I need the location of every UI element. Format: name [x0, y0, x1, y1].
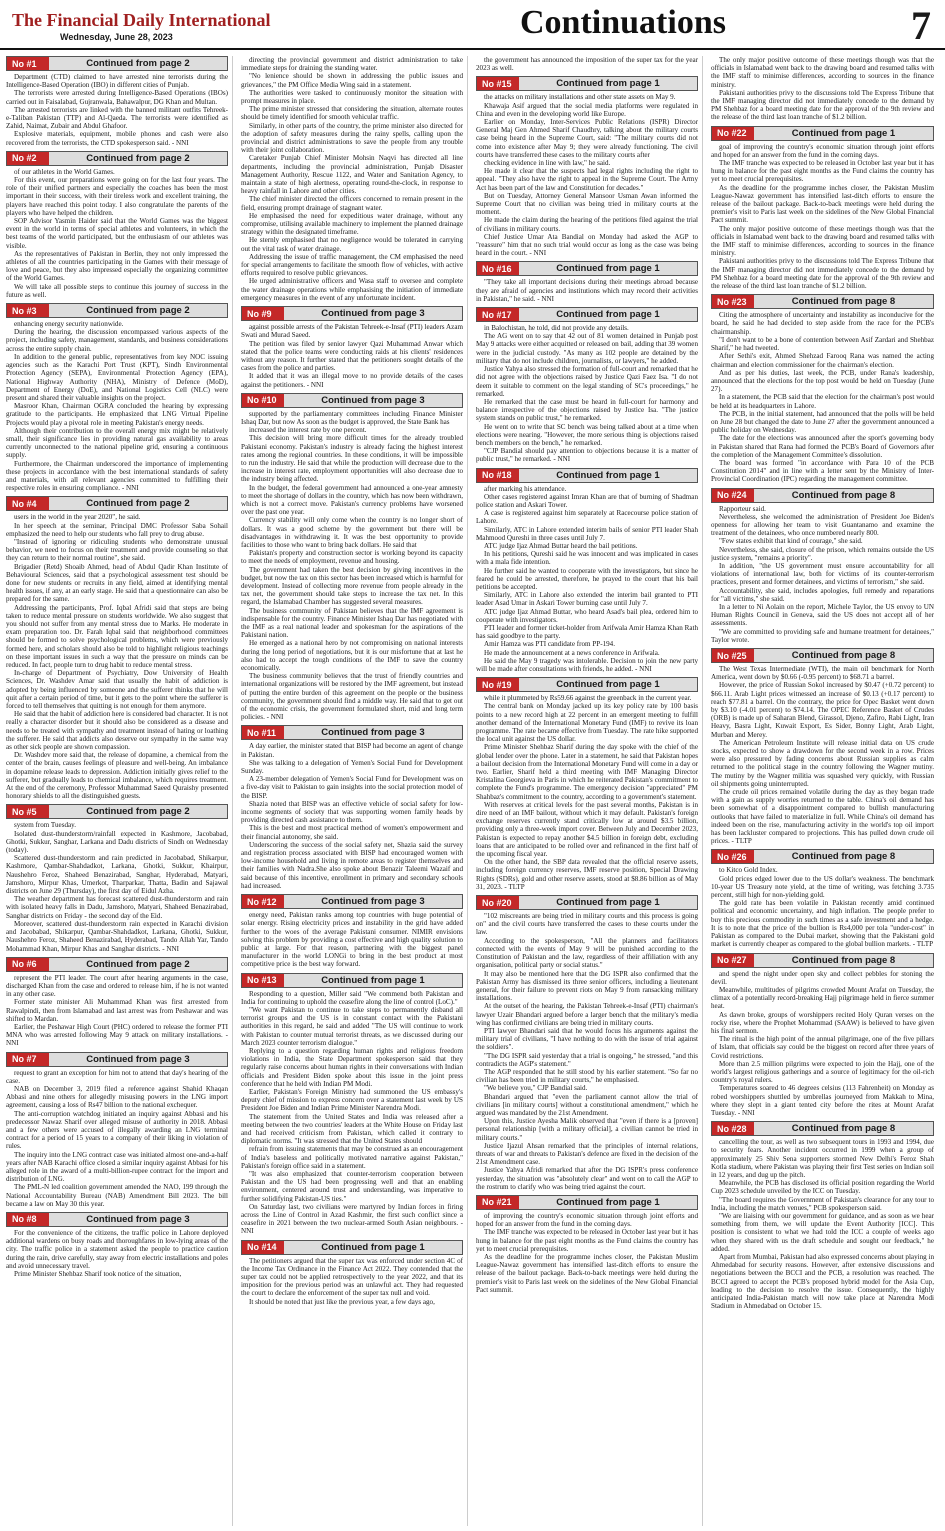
- paper-name: The Financial Daily International: [12, 10, 271, 30]
- story-paragraph: It added that it was an illegal move to no provide details of the cases against the petitioners. - NNI: [241, 372, 463, 389]
- story-paragraph: After Sethi's exit, Ahmed Shehzad Farooq Rana was named the acting chairman and election commissioner for the chairman's election.: [711, 352, 934, 369]
- story-paragraph: Justice Ijazul Ahsan remarked that the principles of internal relations, threats of war and threats to Pakistan's defence are fixed in the decision of the 21st Amendment case.: [476, 1141, 698, 1167]
- story-paragraph: The prime minister stressed that considering the situation, alternate routes should be timely identified for smooth vehicular traffic.: [241, 105, 463, 122]
- page-number: 7: [911, 3, 931, 48]
- story-header: [711, 126, 934, 141]
- story-paragraph: Isolated dust-thunderstorm/rainfall expected in Kashmore, Jacobabad, Ghotki, Sukkur, Sanghar, Larkana and Dadu districts of Sindh on Wednesday (today).: [6, 829, 228, 855]
- story-header: [241, 725, 463, 740]
- story-paragraph: "We believe you," CJP Bandial said.: [484, 1084, 588, 1093]
- story-number: No #23: [712, 295, 754, 308]
- continued-from-label: Continued from page 1: [556, 263, 660, 275]
- story-paragraph: Currency stability will only come when the country is no longer short of dollars. It was a good scheme by the government but there will be disadvantages in withdrawing it. It was the best opportunity to provide facilities to those who want to bring back dollars. He said that: [241, 516, 463, 549]
- story-paragraph: "The DG ISPR said yesterday that a trial is ongoing," he stressed, "and this contradicts the AGP's statement.": [476, 1051, 698, 1068]
- story-paragraph: increased the interest rate by one percent.: [249, 426, 367, 435]
- column-2: [241, 56, 468, 1526]
- story-paragraph: "No lenience should be shown in addressing the public issues and grievances," the PM Office Media Wing said in a statement.: [241, 72, 463, 89]
- story-paragraph: During the hearing, the discussion encompassed various aspects of the project, including safety, management, standards, and business considerations across the entire supply chain.: [6, 328, 228, 353]
- story-header: [711, 953, 934, 968]
- masthead: [0, 0, 945, 50]
- story-paragraph: Nevertheless, she welcomed the administration of President Joe Biden's openness for allowing her team to visit Guantanamo and examine the treatment of the detainees, who once numbered nearly 800.: [711, 512, 934, 538]
- continued-from-label: Continued from page 2: [86, 152, 190, 164]
- story-paragraph: Furthermore, the Chairman underscored the importance of implementing these projects in accordance with the best international standards of safety and materials, with all relevant agencies committed to fulfilling their respective roles in ensuring compliance. - NNI: [6, 459, 228, 493]
- story-number: No #17: [477, 308, 519, 321]
- story-paragraph: request to grant an exception for him not to attend that day's hearing of the case.: [6, 1068, 228, 1085]
- story-paragraph: "102 miscreants are being tried in military courts and this process is going on" and the civil courts have transferred the cases to these courts under the law.: [476, 912, 698, 937]
- story: [6, 957, 228, 1048]
- continued-from-label: Continued from page 8: [791, 954, 896, 966]
- story: [241, 1240, 463, 1306]
- story-paragraph: represent the PTI leader. The court after hearing arguments in the case, discharged Khan from the case and ordered to release him, if he is not wanted in any other case.: [6, 973, 228, 999]
- story-paragraph: Dr. Washdev more said that, the release of dopamine, a chemical from the center of the brain, causes feelings of pleasure and well-being. An imbalance in dopamine release leads to depression. Addiction initially gives relief to the sufferer, but gradually leads to chemical imbalance, which requires treatment. At the end of the ceremony, Professor Muhammad Saeed Quraishy presented honorary shields to all the distinguished guests.: [6, 751, 228, 801]
- story-number: No #9: [242, 307, 284, 320]
- story-paragraph: The arrested terrorists are linked with the banned militant outfits Tehreek-e-Taliban Pakistan (TTP) and Al-Qaeda. The terrorists were identified as Zahid, Naimat, Zubair and Abdul Ghafoor.: [6, 105, 228, 131]
- story-paragraph: Earlier, Pakistan's Foreign Ministry had summoned the US embassy's deputy chief of mission to express concern over a statement last week by US President Joe Biden and Indian Prime Minister Narendra Modi.: [241, 1087, 463, 1113]
- story-paragraph: enhancing energy security nationwide.: [14, 320, 124, 329]
- story-paragraph: Accountability, she said, includes apologies, full remedy and reparations for "all victims," she said.: [711, 586, 934, 603]
- story-number: No #16: [477, 262, 519, 275]
- story-paragraph: Replying to a question regarding human rights and religious freedom violations in India, the State Department spokesperson said that they regularly raise concerns about human rights in their conversations with Indian officials and President Biden spoke about this issue in the joint press conference that he held with Indian PM Modi.: [241, 1046, 463, 1088]
- columns: [6, 56, 939, 1526]
- story: [476, 468, 698, 674]
- story-paragraph: In the budget, the federal government had announced a one-year amnesty to meet the shortage of dollars in the country, which has now been withdrawn, which is not a correct move. Pakistan's currency problems have worsened over the past one year.: [241, 483, 463, 517]
- story-header: [241, 393, 463, 408]
- story-paragraph: He made the announcement at a news conference in Arifwala.: [484, 648, 660, 657]
- story-number: No #13: [242, 974, 284, 987]
- story-paragraph: As the deadline for the programme inches closer, the Pakistan Muslim League-Nawaz government has intensified last-ditch efforts to ensure the release of the bailout package. Back-to-back meetings were held during the premier's visit to Paris last week on the sidelines of the New Global Financial Pact summit.: [711, 183, 934, 225]
- continued-from-label: Continued from page 1: [321, 974, 425, 986]
- story-paragraph: Underscoring the success of the social safety net, Shazia said the survey and registration process associated with BISP had encouraged women with low-income household and living in remote areas to register themselves and their families with Nadra.She also spoke about Benazir Taleemi Wazaif and said because of this incentive, enrollment in primary and secondary schools had increased.: [241, 840, 463, 890]
- continued-from-label: Continued from page 1: [556, 309, 660, 321]
- continued-from-label: Continued from page 8: [791, 1123, 896, 1135]
- story-paragraph: This is the best and most practical method of women's empowerment and their financial autonomy, she said.: [241, 824, 463, 841]
- story-paragraph: "We want Pakistan to continue to take steps to permanently disband all terrorist groups and the US is in constant contact with the Pakistani authorities in this regard, he said and added "The US will continue to work with Pakistan to counter mutual terrorist threats, as we discussed during our March 2023 counter terrorism dialogue.": [241, 1005, 463, 1047]
- story: [476, 76, 698, 257]
- story-header: [241, 894, 463, 909]
- story-paragraph: "I don't want to be a bone of contention between Asif Zardari and Shehbaz Sharif," he had tweeted.: [711, 335, 934, 353]
- story-paragraph: "Few states exhibit that kind of courage," she said.: [719, 537, 863, 546]
- story-header: [476, 307, 698, 322]
- story-paragraph: energy need, Pakistan ranks among top countries with huge potential of solar energy. Rising electricity prices and instability in the grid have added further to the woes of the average Pakistani consumer. NIMIR envisions solving this problem by providing a cost effective and high quality solution to public at large. For that reason, partnering with the biggest panel manufacturer in the world LONGi to bring in the best product at most competitive price is the best way forward.: [241, 911, 463, 969]
- story-paragraph: Citing the atmosphere of uncertainty and instability as inconducive for the board, he said he had decided to step aside from the race for the PCB's chairmanship.: [711, 311, 934, 336]
- continued-from-label: Continued from page 2: [86, 58, 190, 69]
- story-paragraph: The authorities were tasked to continuously monitor the situation with prompt measures in place.: [241, 88, 463, 106]
- story-number: No #8: [7, 1213, 49, 1226]
- story-paragraph: She was talking to a delegation of Yemen's Social Fund for Development Sunday.: [241, 758, 463, 776]
- story-paragraph: Prime Minister Shehbaz Sharif during the day spoke with the chief of the global lender over the phone. Later in a statement, he said that Pakistan hopes a bailout decision from the International Monetary Fund will come in a day or two. Earlier, Sharif held a third meeting with IMF Managing Director Kristalina Georgieva in Paris in which he reiterated Pakistan's commitment to complete the Fund's programme. The emergency decision "appreciated" PM Shahbaz's commitment to the country, according to a government's statement.: [476, 743, 698, 801]
- story-paragraph: In addition to the general public, representatives from key NOC issuing agencies such as the Karachi Port Trust (KPT), Sindh Environmental Protection Agency (SEPA), Environmental Protection Agency (EPA), National Highway Authority (NHA), Ministry of Defence (MoD), Department of Energy (DoE), and National Logistics Cell (NLC) were present and shared their valuable insights on the project.: [6, 352, 228, 402]
- story: [6, 56, 228, 147]
- story: [476, 1195, 698, 1294]
- story-paragraph: The only major positive outcome of these meetings though was that the officials in Islamabad went back to the drawing board and resumed talks with the IMF staff to minimise differences, according to sources in the finance ministry.: [711, 56, 934, 89]
- story: [711, 56, 934, 122]
- story-paragraph: The IMF tranche was expected to be released in October last year but it has hung in balance for the past eight months as the Fund claims the country has yet to meet crucial prerequisites.: [476, 1228, 698, 1253]
- story: [476, 307, 698, 463]
- story-header: [6, 957, 228, 972]
- story: [241, 725, 463, 890]
- story-paragraph: "It was also emphasized that counter-terrorism cooperation between Pakistan and the US had been progressing well and that an enabling environment, centered around trust and understanding, was imperative to further solidifying Pakistan-US ties.": [241, 1169, 463, 1203]
- story-header: [6, 804, 228, 819]
- story-paragraph: The PCB, in the initial statement, had announced that the polls will be held on June 28 but changed the date to June 27 after the government announced a public holiday on Wednesday.: [711, 409, 934, 435]
- story: [6, 1052, 228, 1208]
- story: [476, 261, 698, 303]
- story-paragraph: Gold prices edged lower due to the US dollar's weakness. The benchmark 10-year US Treasury note yield, at the time of writing, was fetching 3.735 percent, still high for non-yielding gold.: [711, 874, 934, 900]
- story: [476, 56, 698, 72]
- story-paragraph: The statement from the United States and India was released after a meeting between the two countries' leaders at the White House on Friday last and had received criticism from Pakistan, which called it contrary to diplomatic norms. "It was stressed that the United States should: [241, 1112, 463, 1146]
- story-paragraph: Department (CTD) claimed to have arrested nine terrorists during the Intelligence-Based Operation (IBO) in different cities of Punjab.: [6, 73, 228, 90]
- story-paragraph: In a letter to Ni Aolain on the report, Michele Taylor, the US envoy to UN Human Rights Council in Geneva, said the US does not accept all of her assessments.: [711, 602, 934, 628]
- story-paragraph: The AGP responded that he still stood by his earlier statement. "So far no civilian has been tried in military courts," he emphasised.: [476, 1067, 698, 1085]
- story-header: [476, 468, 698, 483]
- story-paragraph: SOP Advisor Yasmin Haider said that the World Games was the biggest event in the world in terms of special athletes and volunteers, in which the best teams of the world participated, but the enthusiasm of our athletes was visible.: [6, 217, 228, 250]
- story-header: [476, 76, 698, 91]
- story-paragraph: Chief Justice Umar Ata Bandial on Monday had asked the AGP to "reassure" him that no such trial would occur as long as the case was being heard in the court. - NNI: [476, 232, 698, 258]
- story: [6, 303, 228, 492]
- story-paragraph: This decision will bring more difficult times for the already troubled Pakistani economy. Pakistan's industry is already facing the highest interest rates among the regional countries. In these conditions, it will be impossible to run the industry. He said that while the production will decrease due to the increase in interest rate, employment opportunities will also decrease due to the industry being affected.: [241, 434, 463, 484]
- continued-from-label: Continued from page 2: [86, 958, 190, 970]
- story-paragraph: But on Tuesday, Attorney General Mansoor Usman Awan informed the Supreme Court that no civilian was being tried in military courts at the moment.: [476, 191, 698, 217]
- paper-date: Wednesday, June 28, 2023: [60, 32, 173, 42]
- story-paragraph: The ritual is the high point of the annual pilgrimage, one of the five pillars of Islam, that officials say could be the biggest on record after three years of Covid restrictions.: [711, 1035, 934, 1060]
- story-paragraph: The West Texas Intermediate (WTI), the main oil benchmark for North America, went down by $0.66 (-0.95 percent) to $68.71 a barrel.: [711, 665, 934, 682]
- story-paragraph: Scattered dust-thunderstorm and rain predicted in Jacobabad, Shikarpur, Kashmore, Qambar-Shahdadkot, Larkana, Ghotki, Sukkur, Khairpur, Naushehro Feroz, Shaheed Benazirabad, Sanghar, Hyderabad, Matyari, Jamshoro, Mirpur Khas, Umerkot, Tharparkar, Thatta, Badin and Sajawal districts on June 29 (Thursday), the first day of Eidul Azha.: [6, 854, 228, 896]
- story-paragraph: of improving the country's economic situation through joint efforts and hoped for an answer from the fund in the coming days.: [476, 1211, 698, 1229]
- story-paragraph: The gold rate has been volatile in Pakistan recently amid continued political and economic uncertainty, and high inflation. The people prefer to buy this precious commodity in such times as a safe investment and a hedge. It is to note that the price of the bullion is Rs4,000 per tola "under-cost" in Pakistan as compared to the Dubai market, showing that the Pakistani gold market is currently cheaper as compared to the global bullion markets. - TLTP: [711, 899, 934, 949]
- story-number: No #22: [712, 127, 754, 140]
- story-paragraph: The only major positive outcome of these meetings though was that the officials in Islamabad went back to the drawing board and resumed talks with the IMF staff to minimise differences, according to sources in the finance ministry.: [711, 224, 934, 258]
- story-paragraph: supported by the parliamentary committees including Finance Minister Ishaq Dar, but now As soon as the budget is approved, the State Bank has: [241, 409, 463, 426]
- story-paragraph: As the representatives of Pakistan in Berlin, they not only impressed the athletes of all the countries participating in the Games with their message of love and peace, but they also impressed especially the organizing committee of the World Games.: [6, 249, 228, 283]
- story-paragraph: while it plummeted by Rs59.66 against the greenback in the current year.: [484, 694, 692, 703]
- story: [241, 393, 463, 722]
- story-number: No #28: [712, 1122, 754, 1135]
- story-number: No #2: [7, 152, 49, 165]
- story-header: [711, 849, 934, 864]
- story-paragraph: Other cases registered against Imran Khan are that of burning of Shadman police station and Askari Tower.: [476, 492, 698, 509]
- story-paragraph: The AG went on to say that 42 out of 81 women detained in Punjab post May 9 attacks were either acquitted or released on bail, adding that 39 women were in the judicial custody. "As many as 102 people are detained by the military that do not include children, journalists, or lawyers," he added.: [476, 332, 698, 365]
- story-paragraph: Caretaker Punjab Chief Minister Mohsin Naqvi has directed all line departments, including the provincial administration, Punjab Disaster Management Authority, Rescue 1122, and Water and Sanitation Agency, to maintain a state of high alertness, operating round-the-clock, in response to heavy rainfall in Lahore and other cities.: [241, 154, 463, 196]
- story-paragraph: And as per his duties, last week, the PCB, under Rana's leadership, announced that the elections for the top post would be held on Tuesday (June 27).: [711, 368, 934, 394]
- story-header: [6, 56, 228, 71]
- story-paragraph: As dawn broke, groups of worshippers recited Holy Quran verses on the rocky rise, where the Prophet Mohammad (SAAW) is believed to have given his final sermon.: [711, 1010, 934, 1035]
- continued-from-label: Continued from page 1: [556, 1196, 660, 1208]
- continued-from-label: Continued from page 1: [556, 679, 660, 691]
- story-paragraph: users in the world in the year 2020", he said.: [14, 513, 141, 522]
- story-number: No #26: [712, 850, 754, 863]
- story-paragraph: He made it clear that the suspects had legal rights including the right to appeal. "They also have the right to appeal in the Supreme Court. The Army Act has been part of the law and Constitution for decades.": [476, 167, 698, 192]
- story-paragraph: Temperatures soared to 46 degrees celsius (113 Fahrenheit) on Monday as robed worshippers shuttled by umbrellas journeyed from Makkah to Mina, where they slept in a giant tented city before the rites at Mount Arafat Tuesday. - NNI: [711, 1084, 934, 1117]
- story-paragraph: The terrorists were arrested during Intelligence-Based Operations (IBOs) carried out in Faisalabad, Gujranwala, Bahawalpur, DG Khan and Multan.: [6, 89, 228, 106]
- story-paragraph: Pakistan's property and construction sector is working beyond its capacity to meet the needs of employment, revenue and housing.: [241, 549, 463, 566]
- story-paragraph: Addressing the issue of traffic management, the CM emphasised the need for special arrangements to facilitate the smooth flow of vehicles, with active efforts required to resolve public grievances.: [241, 252, 463, 278]
- story-header: [711, 488, 934, 503]
- story-paragraph: For the convenience of the citizens, the traffic police in Lahore deployed additional wardens on busy roads and thoroughfares in low-lying areas of the city. The traffic police in a statement asked the people to practice caution during the rain, drive carefully, stay away from electric installations and poles and avoid unnecessary travel.: [6, 1228, 228, 1270]
- story-header: [711, 294, 934, 309]
- story-number: No #25: [712, 649, 754, 662]
- story-paragraph: the attacks on military installations and other state assets on May 9.: [484, 93, 676, 102]
- story-paragraph: Similarly, ATC in Lahore extended interim bails of senior PTI leader Shah Mahmood Qureshi in three cases until July 7.: [476, 525, 698, 542]
- story-paragraph: Rapporteur said.: [719, 504, 766, 513]
- story-number: No #6: [7, 958, 49, 971]
- story-paragraph: "We are committed to providing safe and humane treatment for detainees," Taylor wrote.: [711, 627, 934, 644]
- story: [6, 1212, 228, 1278]
- continued-from-label: Continued from page 8: [791, 650, 896, 661]
- story-paragraph: The government had taken the best decision by giving incentives in the budget, but now the tax on this sector has been increased which is harmful for development. Instead of collecting more revenue from people already in the tax net, the government should take steps to increase the tax net. In this regard, the Islamabad Chamber has suggested several measures.: [241, 565, 463, 607]
- story-number: No #5: [7, 805, 49, 818]
- story-number: No #4: [7, 497, 49, 510]
- story-paragraph: Explosive materials, equipment, mobile phones and cash were also recovered from the terrorists, the CTD spokesperson said. - NNI: [6, 130, 228, 147]
- story-header: [711, 1121, 934, 1136]
- story-paragraph: Bhandari argued that "even the parliament cannot allow the trial of civilians [in military courts] without a constitutional amendment," which he argued was mandated by the 21st Amendment.: [476, 1092, 698, 1117]
- continued-from-label: Continued from page 3: [321, 727, 425, 739]
- story-paragraph: A case is registered against him separately at Racecourse police station of Lahore.: [476, 509, 698, 526]
- story-paragraph: However, the price of Russian Sokol increased by $0.47 (+0.72 percent) to $66.11. Arab Light prices witnessed an increase of $0.13 (+0.17 percent) to reach $77.81 a barrel. On the contrary, the price for Opec Basket went down by $3.10 (-4.01 percent) to $74.14. The OPEC Reference Basket of Crudes (ORB) is made up of Saharan Blend, Girassol, Djeno, Zafiro, Rabi Light, Iran Heavy, Basra Light, Kuwait Export, Es Sider, Bonny Light, Arab Light, Murban and Merey.: [711, 681, 934, 739]
- story-paragraph: He sternly emphasised that no negligence would be tolerated in carrying out the vital task of water drainage.: [241, 236, 463, 253]
- story-paragraph: Similarly, ATC in Lahore also extended the interim bail granted to PTI leader Asad Umar in Askari Tower burning case until July 7.: [476, 591, 698, 608]
- story-header: [476, 677, 698, 692]
- story-paragraph: and spend the night under open sky and collect pebbles for stoning the devil.: [711, 969, 934, 986]
- story-header: [241, 1240, 463, 1255]
- continued-from-label: Continued from page 1: [791, 127, 896, 139]
- story-paragraph: In a statement, the PCB said that the election for the chairman's post would be held at its headquarters in Lahore.: [711, 393, 934, 410]
- story-paragraph: checking evidence in line with law," he said.: [484, 159, 611, 168]
- story-paragraph: On Saturday last, two civilians were martyred by Indian forces in firing across the Line of Control in Azad Kashmir, the first such conflict since a ceasefire in 2021 between the two nuclear-armed South Asian neighbours. - NNI: [241, 1202, 463, 1236]
- story-header: [6, 151, 228, 166]
- column-3: [476, 56, 703, 1526]
- story-paragraph: Khawaja Asif argued that the social media platforms were regulated in China and even in the developing world like Europe.: [476, 101, 698, 118]
- story-header: [241, 973, 463, 988]
- story-paragraph: He emerged as a national hero by not compromising on national interests during the long period of negotiations, but it is our misfortune that at last he also had to accept the tough conditions of the IMF to save the country economically.: [241, 639, 463, 673]
- story-paragraph: It may also be mentioned here that the DG ISPR also confirmed that the Pakistan Army has dismissed its three senior officers, including a lieutenant general, for their failure to prevent riots on May 9 from ransacking military installations.: [476, 969, 698, 1003]
- continued-from-label: Continued from page 8: [791, 296, 896, 308]
- story-paragraph: "The board requires the Government of Pakistan's clearance for any tour to India, including the match venues," PCB spokesperson said.: [711, 1195, 934, 1212]
- story-paragraph: against possible arrests of the Pakistan Tehreek-e-Insaf (PTI) leaders Azam Swati and Murad Saeed.: [241, 323, 463, 340]
- continued-from-label: Continued from page 1: [556, 897, 660, 909]
- story-paragraph: The weather department has forecast scattered dust-thunderstorm and rain with isolated heavy falls in Dadu, Jamshoro, Matyari, Shaheed Benazirabad, Sanghar districts on Friday - the second day of the Eid.: [6, 895, 228, 920]
- story-header: [476, 895, 698, 910]
- story-number: No #11: [242, 726, 284, 739]
- story-paragraph: Pakistani authorities privy to the discussions told The Express Tribune that the IMF managing director did not immediately concede to the demand by PM Shehbaz for a board meeting date for the approval of the 9th review and the release of the third last loan tranche of $1.2 billion.: [711, 257, 934, 291]
- story-paragraph: The board was formed "in accordance with Para 10 of the PCB Constitution 2014" and in line with a letter sent by the Ministry of Inter-Provincial Coordination (IPC) regarding the management committee.: [711, 458, 934, 484]
- story-paragraph: It should be noted that just like the previous year, a few days ago,: [249, 1297, 435, 1306]
- story-paragraph: He made the claim during the hearing of the petitions filed against the trial of civilians in military courts.: [476, 216, 698, 233]
- continued-from-label: Continued from page 1: [321, 1241, 425, 1253]
- continued-from-label: Continued from page 2: [86, 498, 190, 510]
- story-paragraph: Upon this, Justice Ayesha Malik observed that "even if there is a [proven] personal relationship [with a military official], a civilian cannot be tried in military courts.": [476, 1117, 698, 1142]
- story-paragraph: the government has announced the imposition of the super tax for the year 2023 as well.: [476, 56, 698, 73]
- story-header: [476, 261, 698, 276]
- story-paragraph: In his petitions, Qureshi said he was innocent and was implicated in cases with a mala fide intention.: [476, 550, 698, 567]
- story-paragraph: Justice Yahya Afridi remarked that after the DG ISPR's press conference yesterday, the situation was "absolutely clear" and went on to call the AGP to the rostrum to clarify who was being tried against the court.: [476, 1166, 698, 1191]
- story-paragraph: to Kitco Gold Index.: [719, 866, 778, 875]
- story-paragraph: "Instead of ignoring or ridiculing students who demonstrate unusual behavior, we need to focus on their treatment and provide counseling so that they can return to their normal routine", she said.: [6, 537, 228, 563]
- story-paragraph: directing the provincial government and district administration to take immediate steps for draining the standing water.: [241, 56, 463, 73]
- story-paragraph: Former state minister Ali Muhammad Khan was first arrested from Rawalpindi, then from Islamabad and last arrest was from Peshawar and was shifted to Mardan.: [6, 998, 228, 1023]
- story-paragraph: The IMF tranche was expected to be released in October last year but it has hung in balance for the past eight months as the Fund claims the country has yet to meet crucial prerequisites.: [711, 159, 934, 184]
- story-paragraph: He further said he wanted to cooperate with the investigators, but since he feared he could be arrested, therefore, he prayed to the court that his bail petitions be accepted.: [476, 566, 698, 591]
- story-paragraph: At the outset of the hearing, the Pakistan Tehreek-e-Insaf (PTI) chairman's lawyer Uzair Bhandari argued before a larger bench that the military's media wing has confirmed civilians are being tried in military courts.: [476, 1002, 698, 1027]
- story: [6, 151, 228, 299]
- story: [6, 804, 228, 952]
- story-paragraph: The central bank on Monday jacked up its key policy rate by 100 basis points to a new record high at 22 percent in an emergent meeting to fulfill another demand of the International Monetary Fund (IMF) to revive its loan programme. The rate became effective from Tuesday. The rate hike supported the local unit against the US dollar.: [476, 702, 698, 744]
- story: [6, 496, 228, 800]
- story-number: No #15: [477, 77, 519, 90]
- story-paragraph: The chief minister directed the officers concerned to remain present in the field, ensuring prompt drainage of stagnant water.: [241, 195, 463, 212]
- story-paragraph: Apart from Mumbai, Pakistan had also expressed concerns about playing in Ahmedabad for security reasons. However, after extensive discussions and negotiations between the BCCI and the PCB, a resolution was reached. The BCCI agreed to accept the PCB's proposed hybrid model for the Asia Cup, leading to the decision to resolve the issue. Consequently, the highly anticipated India-Pakistan match will now take place at Narendra Modi Stadium in Ahmedabad on October 15.: [711, 1253, 934, 1311]
- story-paragraph: The crude oil prices remained volatile during the day as they began trade with a gain as supply worries returned to the table. China's oil demand has been somewhat of a disappointment compared to bullish manufacturing outlooks that have failed to materialize in full. While China's oil demand has indeed been on the rise, manufacturing activity in the world's top oil import has been lackluster compared to projections. This has pulled down crude oil prices. - TLTP: [711, 788, 934, 846]
- story-number: No #3: [7, 304, 49, 317]
- continued-from-label: Continued from page 3: [321, 308, 425, 320]
- continued-from-label: Continued from page 8: [791, 851, 896, 863]
- story-paragraph: The PML-N led coalition government amended the NAO, 199 through the National Accountability Bureau (NAB) Amendment Bill 2023. The bill became a law on May 30 this year.: [6, 1183, 228, 1208]
- story-paragraph: The inquiry into the LNG contract case was initiated almost one-and-a-half years after NAB Karachi office closed a similar inquiry against Abbasi for his alleged role in the award of a multi-billion-rupee contract for the import and distribution of LNG.: [6, 1150, 228, 1184]
- story: [476, 677, 698, 891]
- story-paragraph: In her speech at the seminar, Principal DMC Professor Saba Sohail emphasized the need to help our students who fall prey to drug abuse.: [6, 521, 228, 538]
- story-paragraph: Brigadier (Retd) Shoaib Ahmed, head of Abdul Qadir Khan Institute of Behavioural Sciences, said that a psychological assessment test should be done for new students or recruits in any field, aimed at identifying mental health issues, if any, at an early stage. He said that a questionnaire can also be prepared for the same.: [6, 562, 228, 604]
- continued-from-label: Continued from page 1: [556, 78, 660, 90]
- story-paragraph: Although their contribution to the overall energy mix might be relatively small, their significance lies in providing natural gas availability to areas currently unconnected to the national pipeline grid, ensuring a continuous supply.: [6, 426, 228, 460]
- story-header: [241, 306, 463, 321]
- story-number: No #21: [477, 1196, 519, 1209]
- story-paragraph: As the deadline for the programme inches closer, the Pakistan Muslim League-Nawaz government has intensified last-ditch efforts to ensure the release of the bailout package. Back-to-back meetings were held during the premier's visit to Paris last week on the sidelines of the New Global Financial Pact summit.: [476, 1253, 698, 1294]
- continued-from-label: Continued from page 2: [86, 305, 190, 317]
- story-paragraph: According to the spokesperson, "All the planners and facilitators connected with the events of May 9 will be punished according to the Constitution of Pakistan and the law, regardless of their affiliation with any organisation, political party or social status.": [476, 936, 698, 970]
- story-paragraph: The business community believes that the trust of friendly countries and international organizations will be restored by the IMF agreement, but instead of putting the entire burden of this agreement on the people or the business community, the government should find a middle way. He said that to get out of the economic crisis, the government formulated short, mid and long term policies. - NNI: [241, 672, 463, 722]
- story-header: [6, 1212, 228, 1227]
- story-paragraph: Masroor Khan, Chairman OGRA concluded the hearing by expressing gratitude to the participants. He emphasized that LNG Virtual Pipeline Projects would play a pivotal role in meeting Pakistan's energy needs.: [6, 402, 228, 427]
- story-number: No #24: [712, 489, 754, 502]
- story-number: No #12: [242, 895, 284, 908]
- story-paragraph: He said the May 9 tragedy was intolerable. Decision to join the new party will be made after consultations with friends, he added. - NNI: [476, 656, 698, 673]
- story-paragraph: The petition was filed by senior lawyer Qazi Muhammad Anwar which stated that the police teams were conducting raids at his clients' residences without any reason. It further stated that the petitioners sought details of the cases from the police and parties.: [241, 339, 463, 373]
- story-header: [6, 1052, 228, 1067]
- story-paragraph: PTI lawyer Bhandari said that he would focus his arguments against the military trial of civilians, "I have nothing to do with the issue of trial against the soldiers".: [476, 1026, 698, 1052]
- story: [711, 849, 934, 948]
- story-paragraph: system from Tuesday.: [14, 821, 77, 830]
- story-number: No #10: [242, 394, 284, 407]
- story-paragraph: For this event, our preparations were going on for the last four years. The role of their unified partners and especially the coaches has been the most important in their success, with their tireless work and excellent training, the players have reached this point today. I also congratulate the parents of the players who have helped the children.: [6, 176, 228, 217]
- story-number: No #19: [477, 678, 519, 691]
- story-header: [6, 496, 228, 511]
- story-number: No #14: [242, 1241, 284, 1254]
- story-paragraph: refrain from issuing statements that may be construed as an encouragement of India's baseless and politically motivated narrative against Pakistan," Pakistan's foreign office said in a statement.: [241, 1145, 463, 1170]
- story-paragraph: The petitioners argued that the super tax was enforced under section 4C of the Income Tax Ordinance in the Finance Act 2022. They contended that the super tax could not be applied retrospectively to the year 2022, and that its imposition for the previous period was an unlawful act. They had requested the court to declare the enforcement of the super tax null and void.: [241, 1256, 463, 1298]
- story-number: No #20: [477, 896, 519, 909]
- story-paragraph: "CJP Bandial should pay attention to objections because it is a matter of public trust," he remarked. - NNI: [476, 447, 698, 464]
- story-paragraph: NAB on December 3, 2019 filed a reference against Shahid Khaqan Abbasi and nine others for allegedly misusing powers in the LNG import agreement, causing a loss of Rs47 billion to the national exchequer.: [6, 1084, 228, 1110]
- story-paragraph: We will take all possible steps to continue this journey of success in the future as well.: [6, 282, 228, 299]
- story: [476, 895, 698, 1191]
- story-paragraph: He emphasised the need for expeditious water drainage, without any compromise, utilising available machinery to implement the planned drainage strategy within the designated timeframe.: [241, 211, 463, 237]
- story-number: No #27: [712, 954, 754, 967]
- story-paragraph: Shazia noted that BISP was an effective vehicle of social safety for low-income segments of society that was supporting women family heads by providing directed cash assistance to them.: [241, 799, 463, 825]
- story-paragraph: The American Petroleum Institute will release initial data on US crude stocks, expected to show a drawdown for the second week in a row. Prices were also pressured by fading concerns about Russian supplies as calm returned to the political stage in the country following the Wagner mutiny. The mutiny by the Wagner militia was squashed very quickly, with Russian oil shipments going uninterrupted.: [711, 738, 934, 788]
- story-header: [476, 1195, 698, 1210]
- story-paragraph: He went on to write that SC bench was being talked about at a time when elections were nearing. "However, the more serious thing is objections raised bench members on the bench," he remarked.: [476, 422, 698, 447]
- story: [241, 973, 463, 1236]
- story-paragraph: ATC judge Ijaz Ahmad Buttar heard the bail petitions.: [484, 541, 638, 550]
- story-paragraph: Amir Hamza was PTI candidate from PP-194.: [484, 640, 616, 649]
- story-paragraph: PTI leader and former ticket-holder from Arifwala Amir Hamza Khan Rath has said goodbye to the party.: [476, 623, 698, 641]
- story-paragraph: Nevertheless, she said, closure of the prison, which remains outside the US justice system, "remains a priority".: [711, 545, 934, 562]
- story-paragraph: More than 2.5 million pilgrims were expected to join the Hajj, one of the world's largest religious gatherings and a source of legitimacy for the oil-rich country's royal rulers.: [711, 1059, 934, 1085]
- continued-from-label: Continued from page 8: [791, 489, 896, 501]
- story-paragraph: after marking his attendance.: [484, 484, 567, 493]
- continued-from-label: Continued from page 3: [321, 394, 425, 406]
- story-paragraph: On the other hand, the SBP data revealed that the official reserve assets, including foreign currency reserves, IMF reserve position, Special Drawing Rights (SDRs), gold and other reserve assets, stood at $8.86 billion as of May 31, 2023. - TLTP: [476, 858, 698, 891]
- story-paragraph: ATC judge Ijaz Ahmad Buttar, who heard Asad's bail plea, ordered him to cooperate with investigators.: [476, 607, 698, 624]
- story-paragraph: The business community of Pakistan believes that the IMF agreement is indispensable for the country. Finance Minister Ishaq Dar has negotiated with the IMF as a real national leader and spokesman for the aspirations of the Pakistani nation.: [241, 606, 463, 640]
- continued-from-label: Continued from page 1: [556, 469, 660, 481]
- story-paragraph: He urged administrative officers and Wasa staff to oversee and complete the water drainage operations while emphasising the initiation of immediate emergency measures in the event of any unfortunate incident.: [241, 277, 463, 302]
- continued-from-label: Continued from page 3: [86, 1213, 190, 1225]
- story-header: [6, 303, 228, 318]
- story-paragraph: "They take all important decisions during their meetings abroad because they are afraid of agencies and institutions which may record their activities in Pakistan," he said. - NNI: [476, 278, 698, 303]
- column-1: [6, 56, 233, 1526]
- story-paragraph: cancelling the tour, as well as two subsequent tours in 1993 and 1994, due to security fears. Another incident occurred in 1999 when a group of approximately 25 Shiv Sena supporters stormed New Delhi's Feroz Shah Kotla stadium, where Pakistan was playing their first Test series on Indian soil in 12 years, and dug up the pitch.: [711, 1138, 934, 1179]
- story: [711, 1121, 934, 1310]
- story-paragraph: Earlier on Monday, Inter-Services Public Relations (ISPR) Director General Maj Gen Ahmed Sharif Chaudhry, talking about the military courts case being heard in the Supreme Court, said: "The military courts did not come into existence after May 9; they were already functioning. The civil courts have transferred these cases to the military courts after: [476, 118, 698, 159]
- story-paragraph: A 23-member delegation of Yemen's Social Fund for Development was on a five-day visit to Pakistan to gain insights into the social protection model of the BISP.: [241, 775, 463, 800]
- story: [241, 56, 463, 302]
- story-paragraph: The date for the elections was announced after the sport's governing body in Pakistan shared that Rana had formed the PCB's Board of Governors after the completion of the Management Committee's dissolution.: [711, 434, 934, 459]
- story-paragraph: Similarly, in other parts of the country, the prime minister also directed for the adoption of safety measures during the rainy spells, calling upon the provincial and district administrations to save the people from any trouble with their joint collaboration.: [241, 121, 463, 155]
- story-paragraph: in Balochistan, he told, did not provide any details.: [484, 324, 629, 333]
- story: [711, 126, 934, 291]
- story: [711, 953, 934, 1118]
- story-paragraph: In-charge of Department of Psychiatry, Dow University of Health Sciences, Dr. Washdev Amar said that usually the habit of addiction is adopted by being influenced by someone and the sufferer thinks that he will quit after a certain period of time, but it gets to the point where the sufferer is forced to tell themselves that quitting is not enough for them anymore.: [6, 669, 228, 711]
- story-number: No #1: [7, 57, 49, 70]
- story-paragraph: Prime Minister Shehbaz Sharif took notice of the situation,: [14, 1270, 182, 1278]
- section-title: Continuations: [520, 4, 726, 41]
- continued-from-label: Continued from page 3: [86, 1053, 190, 1065]
- story-paragraph: "We are liaising with our government for guidance, and as soon as we hear something from them, we will update the Event Authority [ICC]. This position is consistent to what we had told the ICC a couple of weeks ago when they shared with us the draft schedule and sought our feedback," he added.: [711, 1211, 934, 1253]
- story-paragraph: In addition, "the US government must ensure accountability for all violations of international law, both for victims of its counter-terrorism practices, present and former detainees, and victims of terrorism," she said.: [711, 561, 934, 587]
- story-paragraph: goal of improving the country's economic situation through joint efforts and hoped for an answer from the fund in the coming days.: [711, 142, 934, 159]
- story-paragraph: Meanwhile, multitudes of pilgrims crowded Mount Arafat on Tuesday, the climax of a potentially record-breaking Hajj pilgrimage held in fierce summer heat.: [711, 985, 934, 1011]
- story-paragraph: Responding to a question, Miller said "We commend both Pakistan and India for continuing to uphold the ceasefire along the line of control (LoC).": [241, 989, 463, 1006]
- continued-from-label: Continued from page 2: [86, 806, 190, 818]
- story-paragraph: Moreover, scattered dust-thunderstorm rain expected in Karachi division and Jacobabad, Shikarpur, Qambar-Shahdadkot, Larkana, Ghotki, Sukkur, Naushehro Feroz, Shaheed Benazirabad, Hyderabad, Tando Allah Yar, Tando Mohammad Khan, Mirpur Khas and Sanghar districts. - NNI: [6, 919, 228, 953]
- story-paragraph: He remarked that the case must be heard in full-court for harmony and balance irrespective of the objections raised by Justice Isa. "The justice system stands on public trust," he remarked.: [476, 397, 698, 423]
- story-paragraph: With reserves at critical levels for the past several months, Pakistan is in dire need of an IMF bailout, without which it may default. Pakistan's foreign exchange reserves currently stand critically low at around $3.5 billion, providing only a three-week import cover. Between July and December 2023, Pakistan is expected to repay another $4.5 billion in foreign debt, excluding loans that are anticipated to be rolled over and refinanced in the first half of the upcoming fiscal year.: [476, 800, 698, 859]
- story: [711, 488, 934, 644]
- story: [711, 294, 934, 483]
- story-paragraph: He said that the habit of addiction here is considered bad character. It is not really a character disorder but it should also be considered as a disease and needs to be treated with sympathy and treatment instead of hating or loathing the sufferer. He said that addicts also deserve our sympathy in the same way as other sick people are shown compassion.: [6, 710, 228, 752]
- story-paragraph: The anti-corruption watchdog initiated an inquiry against Abbasi and his predecessor Nawaz Sharif over alleged misuse of authority in 2018. Abbasi and a few others were accused of illegally awarding an LNG terminal contract for a period of 15 years to a company of their liking in violation of rules.: [6, 1109, 228, 1151]
- column-4: [711, 56, 938, 1526]
- story: [711, 648, 934, 845]
- story-paragraph: Justice Yahya also stressed the formation of full-court and remarked that he did not agree with the objections raised by Justice Qazi Faez Isa. "I do not deem it suitable to comment on the legal standing of SC's proceedings," he remarked.: [476, 365, 698, 398]
- story: [241, 894, 463, 968]
- story-number: No #18: [477, 469, 519, 482]
- story-header: [711, 648, 934, 663]
- story-paragraph: Meanwhile, the PCB has disclosed its official position regarding the World Cup 2023 schedule unveiled by the ICC on Tuesday.: [711, 1179, 934, 1196]
- story: [241, 306, 463, 389]
- story-number: No #7: [7, 1053, 49, 1066]
- continued-from-label: Continued from page 3: [321, 896, 425, 908]
- story-paragraph: Earlier, the Peshawar High Court (PHC) ordered to release the former PTI MNA who was arrested following May 9 attack on military installations. - NNI: [6, 1022, 228, 1048]
- story-paragraph: A day earlier, the minister stated that BISP had become an agent of change in Pakistan.: [241, 742, 463, 759]
- story-paragraph: of our athletes in the World Games.: [14, 167, 115, 176]
- story-paragraph: Pakistani authorities privy to the discussions told The Express Tribune that the IMF managing director did not immediately concede to the demand by PM Shehbaz for a board meeting date for the approval of the 9th review and the release of the third last loan tranche of $1.2 billion.: [711, 88, 934, 122]
- story-paragraph: Addressing the participants, Prof. Iqbal Afridi said that steps are being taken to reduce mental pressure on students worldwide. We also suggest that you should not suffer from any mental stress due to Marks. He moderate in exam preparation too. Dr. Farah Iqbal said that neighborhood committees should be formed to solve psychological problems, which were previously formed here, and scholars should also be told to highlight religious teachings on these important issues in such a way that the pressure on minds can be reduced. In fact, people turn to drug habit to reduce mental stress.: [6, 603, 228, 669]
